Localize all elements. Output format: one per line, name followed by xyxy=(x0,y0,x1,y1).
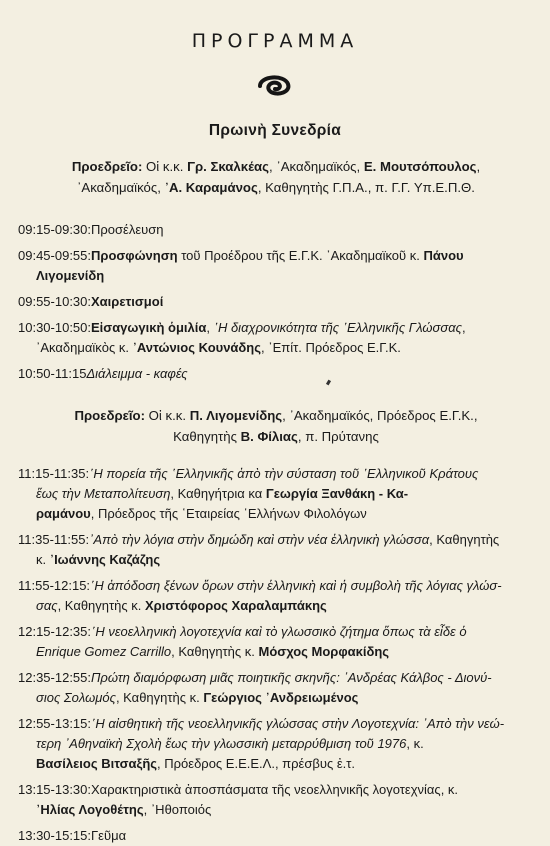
item-description xyxy=(91,292,538,312)
bold-text: ᾿Ηλίας Λογοθέτης xyxy=(36,802,144,817)
description-line xyxy=(36,800,538,820)
text: τοῦ Προέδρου τῆς Ε.Γ.Κ. ᾿Ακαδημαϊκοῦ κ. xyxy=(177,248,424,263)
bold-text: Προεδρεῖο: xyxy=(71,159,143,174)
schedule-item xyxy=(18,530,538,570)
text: , xyxy=(476,159,481,174)
text: , Καθηγητὴς xyxy=(429,532,500,547)
description-line xyxy=(91,220,538,240)
schedule-item xyxy=(18,714,538,774)
text: , ᾿Ακαδημαϊκός, xyxy=(269,159,364,174)
schedule-item xyxy=(18,464,538,524)
item-description xyxy=(91,826,538,846)
italic-text: Enrique Gomez Carrillo xyxy=(36,644,172,659)
schedule-item xyxy=(18,292,538,312)
bold-text: Βασίλειος Βιτσαξῆς xyxy=(36,756,158,771)
chair-block-1 xyxy=(14,156,538,198)
chair-line xyxy=(14,405,538,426)
text: ᾿Ακαδημαϊκός, xyxy=(77,180,165,195)
italic-text: τερη ᾿Αθηναϊκὴ Σχολὴ ἕως τὴν γλωσσικὴ μεταρρύθμιση τοῦ 1976 xyxy=(36,736,407,751)
session-title: Πρωινὴ Συνεδρία xyxy=(208,122,342,139)
description-line xyxy=(89,464,538,484)
bold-text: Λιγομενίδη xyxy=(36,268,105,283)
bold-text: Εἰσαγωγικὴ ὁμιλία xyxy=(91,320,207,335)
time-slot: 12:15-12:35: xyxy=(18,624,92,639)
bold-text: Γεώργιος ᾿Ανδρειωμένος xyxy=(203,690,359,705)
schedule-item xyxy=(18,220,538,240)
description-line xyxy=(91,780,538,800)
schedule-item xyxy=(18,318,538,358)
text: Προσέλευση xyxy=(91,222,164,237)
text: , Καθηγητὴς κ. xyxy=(57,598,145,613)
schedule-block-1 xyxy=(18,220,538,384)
schedule-item xyxy=(18,364,538,384)
description-line xyxy=(36,504,538,524)
bold-text: ᾿Αντώνιος Κουνάδης xyxy=(132,340,262,355)
schedule-item xyxy=(18,780,538,820)
time-slot: 11:15-11:35: xyxy=(18,466,90,481)
time-slot: 11:55-12:15: xyxy=(18,578,91,593)
chair-line xyxy=(14,426,538,447)
bold-text: Β. Φίλιας xyxy=(240,429,298,444)
description-line xyxy=(91,318,538,338)
italic-text: ᾿Απὸ τὴν λόγια στὴν δημώδη καὶ στὴν νέα ἑλληνικὴ γλώσσα xyxy=(89,532,430,547)
time-slot: 09:15-09:30: xyxy=(18,222,92,237)
description-line xyxy=(36,550,538,570)
description-line xyxy=(91,622,538,642)
text: , xyxy=(206,320,214,335)
description-line xyxy=(36,266,538,286)
schedule-item xyxy=(18,246,538,286)
description-line xyxy=(36,338,538,358)
text: , Πρόεδρος τῆς ῾Εταιρείας ῾Ελλήνων Φιλολόγων xyxy=(90,506,367,521)
program-title: ΠΡΟΓΡΑΜΜΑ xyxy=(191,30,359,52)
description-line xyxy=(91,292,538,312)
description-line xyxy=(36,688,538,708)
description-line xyxy=(91,714,538,734)
text: , Πρόεδρος Ε.Ε.Ε.Λ., πρέσβυς ἐ.τ. xyxy=(157,756,355,771)
text: κ. xyxy=(36,552,50,567)
description-line xyxy=(91,246,538,266)
italic-text: ἕως τὴν Μεταπολίτευση xyxy=(36,486,171,501)
italic-text: ῾Η ἀπόδοση ξένων ὅρων στὴν ἑλληνικὴ καὶ ἡ συμβολὴ τῆς λόγιας γλώσ- xyxy=(90,578,502,593)
chair-line xyxy=(14,156,538,177)
time-slot: 09:55-10:30: xyxy=(18,294,92,309)
italic-text: ῾Η διαχρονικότητα τῆς ῾Ελληνικῆς Γλώσσας xyxy=(213,320,462,335)
bold-text: Ε. Μουτσόπουλος xyxy=(363,159,477,174)
description-line xyxy=(36,734,538,754)
time-slot: 11:35-11:55: xyxy=(18,532,90,547)
description-line xyxy=(36,642,538,662)
swirl-ornament-icon xyxy=(254,72,294,98)
text: , κ. xyxy=(406,736,424,751)
text: , Καθηγητὴς Γ.Π.Α., π. Γ.Γ. Υπ.Ε.Π.Θ. xyxy=(257,180,475,195)
text: Γεῦμα xyxy=(91,828,127,843)
schedule-item xyxy=(18,668,538,708)
time-slot: 10:50-11:15 xyxy=(18,366,87,381)
italic-text: ῾Η αἰσθητικὴ τῆς νεοελληνικῆς γλώσσας στὴν Λογοτεχνία: ᾿Απὸ τὴν νεώ- xyxy=(91,716,505,731)
text: Χαρακτηριστικὰ ἀποσπάσματα τῆς νεοελληνικῆς λογοτεχνίας, κ. xyxy=(91,782,459,797)
chair-line xyxy=(14,177,538,198)
schedule-block-2 xyxy=(18,464,538,846)
description-line xyxy=(36,596,538,616)
text: , Καθηγητὴς κ. xyxy=(115,690,204,705)
description-line xyxy=(36,754,538,774)
text: Οἱ κ.κ. xyxy=(145,408,190,423)
bold-text: ᾿Α. Καραμάνος xyxy=(164,180,258,195)
text: , π. Πρύτανης xyxy=(297,429,379,444)
time-slot: 12:55-13:15: xyxy=(18,716,92,731)
time-slot: 09:45-09:55: xyxy=(18,248,92,263)
bold-text: ᾿Ιωάννης Καζάζης xyxy=(49,552,161,567)
description-line xyxy=(36,484,538,504)
text: , Καθηγητὴς κ. xyxy=(171,644,259,659)
text: , ᾿Ακαδημαϊκός, Πρόεδρος Ε.Γ.Κ., xyxy=(282,408,478,423)
time-slot: 10:30-10:50: xyxy=(18,320,92,335)
text: ᾿Ακαδημαϊκὸς κ. xyxy=(36,340,133,355)
text: Οἱ κ.κ. xyxy=(142,159,188,174)
bold-text: Γεωργία Ξανθάκη - Κα- xyxy=(265,486,409,501)
time-slot: 13:15-13:30: xyxy=(18,782,92,797)
italic-text: σας xyxy=(36,598,58,613)
text: , xyxy=(461,320,466,335)
description-line xyxy=(91,826,538,846)
italic-text: ῾Η πορεία τῆς ῾Ελληνικῆς ἀπὸ τὴν σύσταση τοῦ ῾Ελληνικοῦ Κράτους xyxy=(89,466,479,481)
time-slot: 12:35-12:55: xyxy=(18,670,92,685)
italic-text: Διάλειμμα - καφές xyxy=(86,366,188,381)
chair-block-2 xyxy=(14,405,538,447)
bold-text: Προεδρεῖο: xyxy=(74,408,145,423)
bold-text: Μόσχος Μορφακίδης xyxy=(258,644,390,659)
time-slot: 13:30-15:15: xyxy=(18,828,92,843)
item-description xyxy=(91,220,538,240)
text: , ᾿Επίτ. Πρόεδρος Ε.Γ.Κ. xyxy=(261,340,401,355)
item-description xyxy=(86,364,538,384)
bold-text: Χριστόφορος Χαραλαμπάκης xyxy=(145,598,327,613)
schedule-item xyxy=(18,576,538,616)
description-line xyxy=(89,530,538,550)
text: , ᾿Ηθοποιός xyxy=(143,802,212,817)
italic-text: ῾Η νεοελληνικὴ λογοτεχνία καὶ τὸ γλωσσικὸ ζήτημα ὅπως τὰ εἶδε ὁ xyxy=(91,624,467,639)
bold-text: Π. Λιγομενίδης xyxy=(189,408,283,423)
text: , Καθηγήτρια κα xyxy=(170,486,266,501)
schedule-item xyxy=(18,622,538,662)
description-line xyxy=(90,576,538,596)
bold-text: ραμάνου xyxy=(36,506,91,521)
bold-text: Γρ. Σκαλκέας xyxy=(187,159,270,174)
italic-text: Πρώτη διαμόρφωση μιᾶς ποιητικῆς σκηνῆς: ᾿Ανδρέας Κάλβος - Διονύ- xyxy=(91,670,492,685)
description-line xyxy=(86,364,538,384)
bold-text: Προσφώνηση xyxy=(91,248,178,263)
bold-text: Χαιρετισμοί xyxy=(91,294,164,309)
text: Καθηγητὴς xyxy=(173,429,241,444)
schedule-item xyxy=(18,826,538,846)
description-line xyxy=(91,668,538,688)
italic-text: σιος Σολωμός xyxy=(36,690,116,705)
bold-text: Πάνου xyxy=(423,248,464,263)
